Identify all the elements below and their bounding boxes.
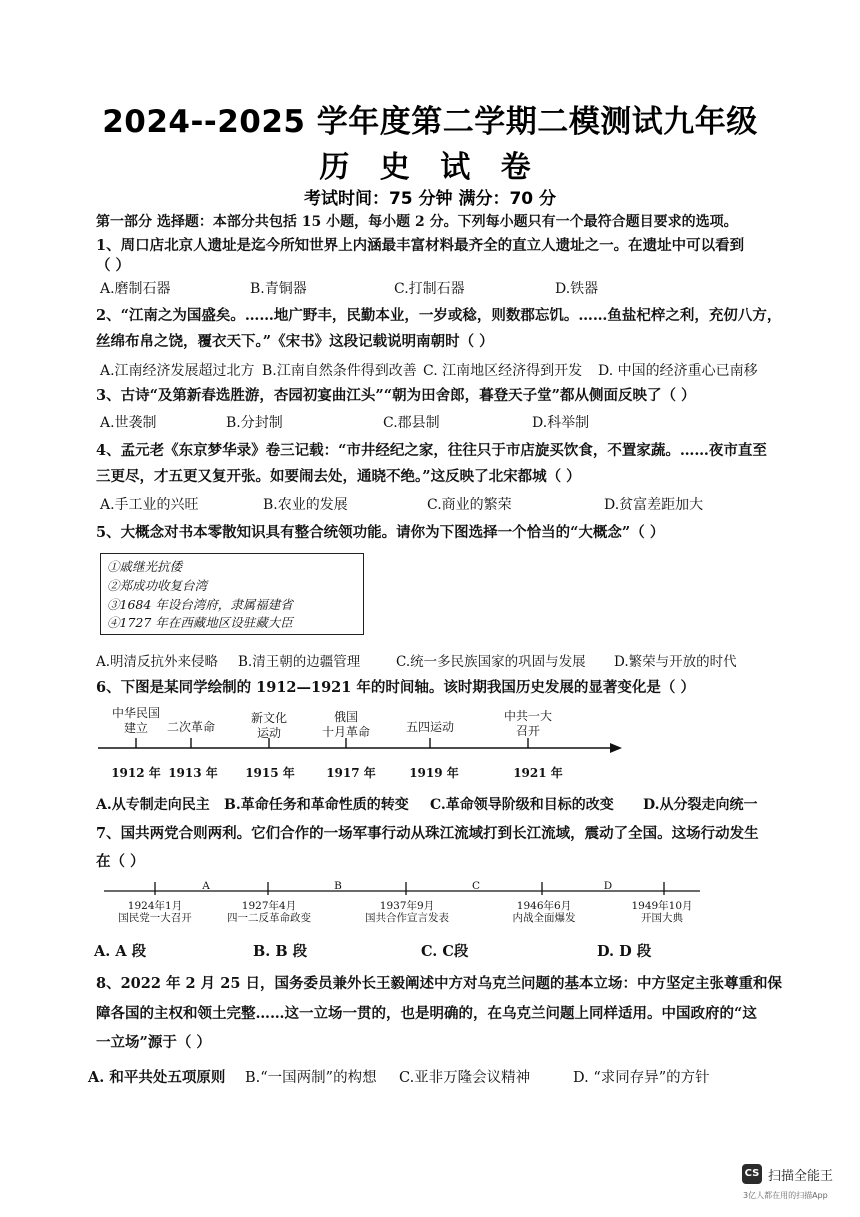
section-intro: 第一部分 选择题：本部分共包括 15 小题，每小题 2 分。下列每小题只有一个最符合题目要求的选项。 — [96, 214, 738, 230]
q5-box-item: ④1727 年在西藏地区设驻藏大臣 — [107, 615, 293, 630]
q3-option-b: B.分封制 — [226, 415, 283, 431]
q4-option-c: C.商业的繁荣 — [427, 497, 512, 513]
q6-event-label: 中共一大 召开 — [503, 709, 552, 738]
q8-text-cont2: 一立场”源于（ ） — [96, 1034, 211, 1051]
q5-option-b: B.清王朝的边疆管理 — [238, 654, 361, 670]
exam-title: 2024--2025 学年度第二学期二模测试九年级 — [102, 104, 758, 140]
q1-text: 1、周口店北京人遗址是迄今所知世界上内涵最丰富材料最齐全的直立人遗址之一。在遗址中可以看到 — [96, 237, 745, 254]
q7-blank: 在（ ） — [96, 853, 145, 870]
q2-option-a: A.江南经济发展超过北方 — [100, 363, 255, 379]
q1-option-d: D.铁器 — [555, 281, 599, 297]
q7-event: 1927年4月 四一二反革命政变 — [227, 900, 311, 924]
q3-text: 3、古诗“及第新春选胜游，杏园初宴曲江头”“朝为田舍郎，暮登天子堂”都从侧面反映了（ ） — [96, 387, 696, 404]
q8-option-b: B.“一国两制”的构想 — [245, 1070, 377, 1086]
q4-option-d: D.贫富差距加大 — [604, 497, 704, 513]
q6-year: 1921 年 — [513, 766, 563, 780]
q5-box-item: ②郑成功收复台湾 — [107, 578, 208, 593]
q7-event: 1937年9月 国共合作宣言发表 — [365, 900, 449, 924]
q4-text-cont: 三更尽，才五更又复开张。如要闹去处，通晓不绝。”这反映了北宋都城（ ） — [96, 468, 581, 485]
q5-box-item: ③1684 年设台湾府，隶属福建省 — [107, 597, 293, 612]
q7-option-d: D. D 段 — [597, 943, 652, 960]
q2-option-d: D. 中国的经济重心已南移 — [598, 363, 758, 379]
q6-option-b: B.革命任务和革命性质的转变 — [224, 797, 409, 813]
q7-option-a: A. A 段 — [94, 943, 147, 960]
q3-option-d: D.科举制 — [532, 415, 590, 431]
q6-event-label: 新文化 运动 — [250, 711, 287, 740]
q7-text: 7、国共两党合则两利。它们合作的一场军事行动从珠江流域打到长江流域，震动了全国。这场行动发生 — [96, 825, 759, 842]
q7-segment-c: C — [471, 880, 481, 892]
exam-subtitle: 历 史 试 卷 — [319, 150, 541, 185]
q3-option-c: C.郡县制 — [383, 415, 440, 431]
q1-blank: （ ） — [96, 257, 131, 274]
scanner-logo-icon: CS — [742, 1164, 762, 1184]
q6-event-label: 中华民国 建立 — [111, 706, 160, 735]
scanner-tagline: 3亿人都在用的扫描App — [743, 1191, 828, 1200]
q6-option-d: D.从分裂走向统一 — [643, 797, 758, 813]
q7-event: 1949年10月 开国大典 — [631, 900, 693, 924]
q6-year: 1915 年 — [245, 766, 295, 780]
q4-option-b: B.农业的发展 — [263, 497, 348, 513]
q5-box-item: ①戚继光抗倭 — [107, 559, 183, 574]
q6-event-label: 俄国 十月革命 — [321, 710, 370, 739]
q8-text-cont: 障各国的主权和领土完整……这一立场一贯的，也是明确的，在乌克兰问题上同样适用。中国政府的“这 — [96, 1005, 757, 1022]
q6-event-label: 二次革命 — [166, 720, 215, 734]
q1-option-c: C.打制石器 — [394, 281, 465, 297]
q7-event: 1946年6月 内战全面爆发 — [512, 900, 576, 924]
q8-option-c: C.亚非万隆会议精神 — [399, 1070, 531, 1086]
q6-event-label: 五四运动 — [405, 720, 454, 734]
q1-option-a: A.磨制石器 — [100, 281, 171, 297]
q6-option-c: C.革命领导阶级和目标的改变 — [430, 797, 614, 813]
q5-text: 5、大概念对书本零散知识具有整合统领功能。请你为下图选择一个恰当的“大概念”（ ） — [96, 524, 665, 541]
q7-segment-a: A — [202, 880, 210, 892]
q7-segment-d: D — [603, 880, 613, 892]
q8-option-a: A. 和平共处五项原则 — [88, 1069, 226, 1086]
q6-year: 1919 年 — [409, 766, 459, 780]
q5-option-d: D.繁荣与开放的时代 — [614, 654, 737, 670]
q6-year: 1913 年 — [168, 766, 218, 780]
q6-year: 1912 年 — [111, 766, 161, 780]
q2-text: 2、“江南之为国盛矣。……地广野丰，民勤本业，一岁或稔，则数郡忘饥。……鱼盐杞梓之利，充仞八方， — [96, 307, 782, 324]
exam-info: 考试时间：75 分钟 满分：70 分 — [303, 189, 557, 209]
q5-option-c: C.统一多民族国家的巩固与发展 — [396, 654, 586, 670]
q7-option-b: B. B 段 — [253, 943, 308, 960]
q2-option-c: C. 江南地区经济得到开发 — [423, 363, 583, 379]
q2-option-b: B.江南自然条件得到改善 — [262, 363, 417, 379]
q6-timeline-arrow — [610, 743, 622, 753]
q6-year: 1917 年 — [326, 766, 376, 780]
q1-option-b: B.青铜器 — [250, 281, 307, 297]
q6-option-a: A.从专制走向民主 — [96, 797, 210, 813]
q4-option-a: A.手工业的兴旺 — [100, 497, 199, 513]
q2-text-cont: 丝绵布帛之饶，覆衣天下。”《宋书》这段记载说明南朝时（ ） — [96, 333, 494, 350]
q6-text: 6、下图是某同学绘制的 1912—1921 年的时间轴。该时期我国历史发展的显著变化是（ ） — [96, 679, 695, 696]
q5-option-a: A.明清反抗外来侵略 — [96, 654, 219, 670]
q7-segment-b: B — [334, 880, 342, 892]
q8-text: 8、2022 年 2 月 25 日，国务委员兼外长王毅阐述中方对乌克兰问题的基本立场：中方坚定主张尊重和保 — [96, 975, 782, 992]
scanner-app-name: 扫描全能王 — [768, 1169, 834, 1184]
q8-option-d: D. “求同存异”的方针 — [573, 1070, 710, 1086]
q3-option-a: A.世袭制 — [100, 415, 157, 431]
q7-option-c: C. C段 — [421, 943, 469, 960]
q4-text: 4、孟元老《东京梦华录》卷三记载：“市井经纪之家，往往只于市店旋买饮食，不置家蔬。……夜市直至 — [96, 442, 767, 459]
q7-event: 1924年1月 国民党一大召开 — [118, 900, 192, 924]
